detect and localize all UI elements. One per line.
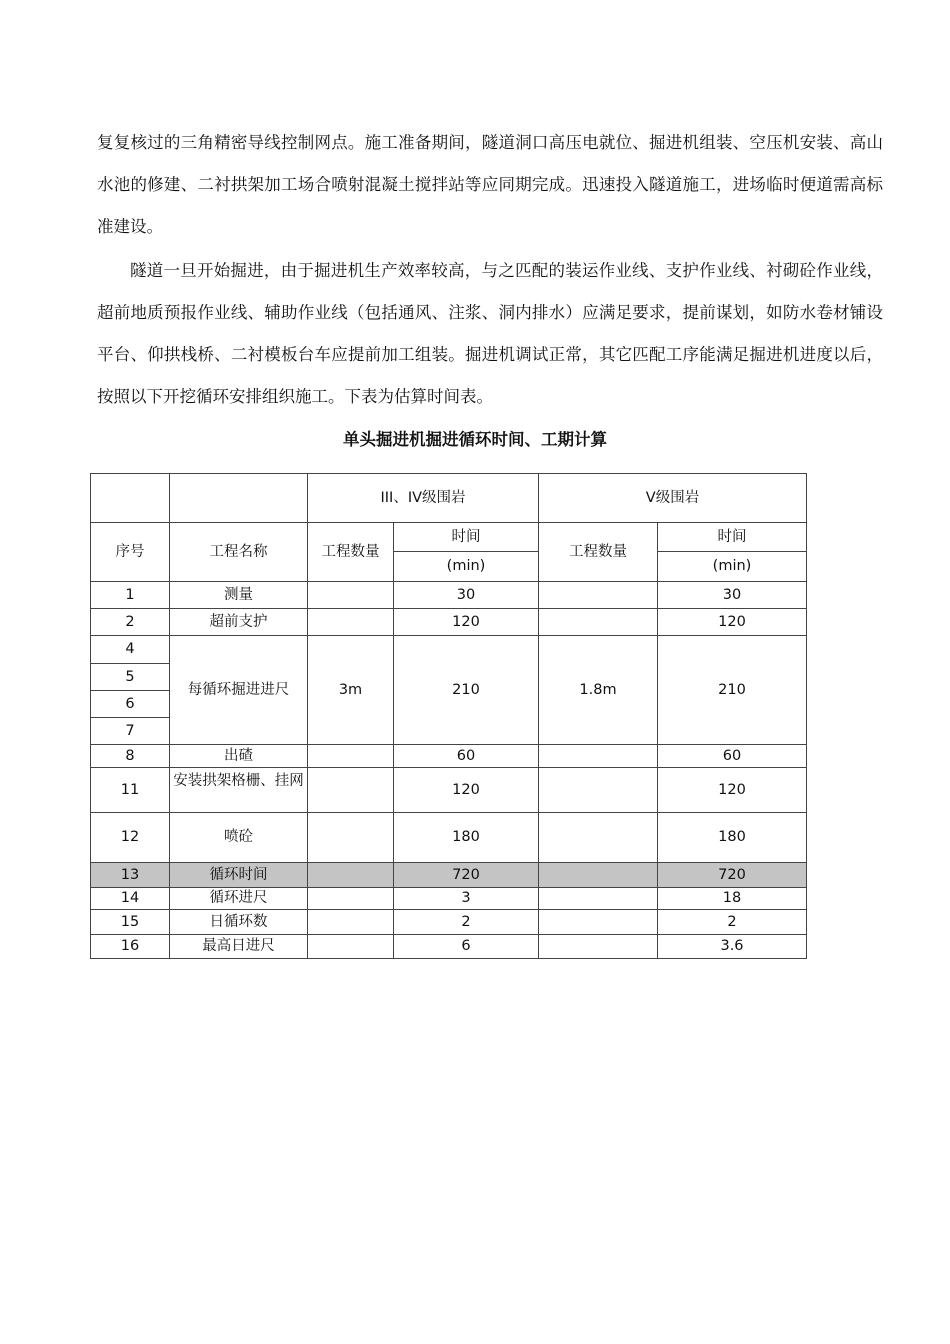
- cell-qty-1: [308, 813, 394, 863]
- cell-time-1: 180: [394, 813, 539, 863]
- cell-time-2: 180: [658, 813, 807, 863]
- cell-qty-2: [539, 910, 658, 935]
- cell-qty-2: [539, 768, 658, 813]
- cell-time-2: 2: [658, 910, 807, 935]
- table-row: [91, 582, 807, 609]
- cell-qty-1: [308, 609, 394, 636]
- cell-qty-2: 1.8m: [539, 636, 658, 745]
- cell-time-2: 3.6: [658, 935, 807, 959]
- cell-qty-1: [308, 935, 394, 959]
- cell-name: 最高日进尺: [170, 935, 308, 959]
- cell-name: 循环时间: [170, 863, 308, 888]
- cell-time-2: 60: [658, 745, 807, 768]
- cell-name: 测量: [170, 582, 308, 609]
- cell-qty-2: [539, 935, 658, 959]
- cell-seq: 13: [91, 863, 170, 888]
- table-row: [91, 636, 807, 664]
- cell-seq: 16: [91, 935, 170, 959]
- cell-qty-1: [308, 745, 394, 768]
- cell-time-1: 2: [394, 910, 539, 935]
- cell-time-2: 120: [658, 609, 807, 636]
- header-time-2: 时间: [658, 523, 807, 552]
- cell-qty-1: [308, 888, 394, 910]
- header-qty-2: 工程数量: [539, 523, 658, 582]
- table-row: [91, 609, 807, 636]
- cell-seq: 8: [91, 745, 170, 768]
- cell-seq: 14: [91, 888, 170, 910]
- cell-name: 日循环数: [170, 910, 308, 935]
- cell-seq: 2: [91, 609, 170, 636]
- header-time-1: 时间: [394, 523, 539, 552]
- header-name: 工程名称: [170, 523, 308, 582]
- cell-qty-2: [539, 863, 658, 888]
- cell-qty-1: [308, 768, 394, 813]
- cell-time-2: 210: [658, 636, 807, 745]
- cell-time-1: 210: [394, 636, 539, 745]
- cell-name: 循环进尺: [170, 888, 308, 910]
- table-title: 单头掘进机掘进循环时间、工期计算: [343, 430, 607, 449]
- table-row: [91, 745, 807, 768]
- cell-qty-1: [308, 910, 394, 935]
- cell-seq: 7: [91, 718, 170, 745]
- cell-qty-2: [539, 609, 658, 636]
- cycle-time-table: [90, 473, 807, 959]
- table-row: [91, 813, 807, 863]
- cell-seq: 5: [91, 664, 170, 691]
- cell-seq: 12: [91, 813, 170, 863]
- cell-qty-2: [539, 582, 658, 609]
- cell-seq: 11: [91, 768, 170, 813]
- cell-seq: 15: [91, 910, 170, 935]
- table-row: [91, 910, 807, 935]
- cell-time-1: 720: [394, 863, 539, 888]
- cell-seq: 1: [91, 582, 170, 609]
- table-row: [91, 935, 807, 959]
- cell-name: 每循环掘进进尺: [170, 636, 308, 745]
- cell-qty-2: [539, 745, 658, 768]
- cell-qty-2: [539, 888, 658, 910]
- cell-name: 出碴: [170, 745, 308, 768]
- header-unit-2: (min): [658, 552, 807, 582]
- header-blank-seq: [91, 474, 170, 523]
- header-blank-name: [170, 474, 308, 523]
- cell-time-2: 30: [658, 582, 807, 609]
- header-unit-1: (min): [394, 552, 539, 582]
- cell-seq: 6: [91, 691, 170, 718]
- cell-time-1: 60: [394, 745, 539, 768]
- paragraph-2: 隧道一旦开始掘进，由于掘进机生产效率较高，与之匹配的装运作业线、支护作业线、衬砌砼作业线，超前地质预报作业线、辅助作业线（包括通风、注浆、洞内排水）应满足要求，提前谋划，如防水卷材铺设平台、仰拱栈桥、二衬模板台车应提前加工组装。掘进机调试正常，其它匹配工序能满足掘进机进度以后，按照以下开挖循环安排组织施工。下表为估算时间表。: [97, 261, 883, 406]
- cell-name: 超前支护: [170, 609, 308, 636]
- table-row: [91, 768, 807, 813]
- header-group-iii-iv: III、IV级围岩: [308, 474, 539, 523]
- header-group-v: V级围岩: [539, 474, 807, 523]
- header-seq: 序号: [91, 523, 170, 582]
- header-qty-1: 工程数量: [308, 523, 394, 582]
- cell-name: 安装拱架格栅、挂网: [170, 768, 308, 813]
- cell-qty-1: [308, 863, 394, 888]
- cell-qty-2: [539, 813, 658, 863]
- cell-time-2: 18: [658, 888, 807, 910]
- paragraph-1: 复复核过的三角精密导线控制网点。施工准备期间，隧道洞口高压电就位、掘进机组装、空压机安装、高山水池的修建、二衬拱架加工场合喷射混凝土搅拌站等应同期完成。迅速投入隧道施工，进场临时便道需高标准建设。: [97, 133, 883, 236]
- table-row: [91, 888, 807, 910]
- table-row-highlighted: [91, 863, 807, 888]
- cell-name: 喷砼: [170, 813, 308, 863]
- cell-qty-1: 3m: [308, 636, 394, 745]
- cell-time-2: 120: [658, 768, 807, 813]
- cell-time-1: 120: [394, 768, 539, 813]
- cell-time-1: 120: [394, 609, 539, 636]
- cell-time-1: 6: [394, 935, 539, 959]
- cell-time-1: 30: [394, 582, 539, 609]
- cell-seq: 4: [91, 636, 170, 664]
- cell-time-2: 720: [658, 863, 807, 888]
- cell-qty-1: [308, 582, 394, 609]
- cell-time-1: 3: [394, 888, 539, 910]
